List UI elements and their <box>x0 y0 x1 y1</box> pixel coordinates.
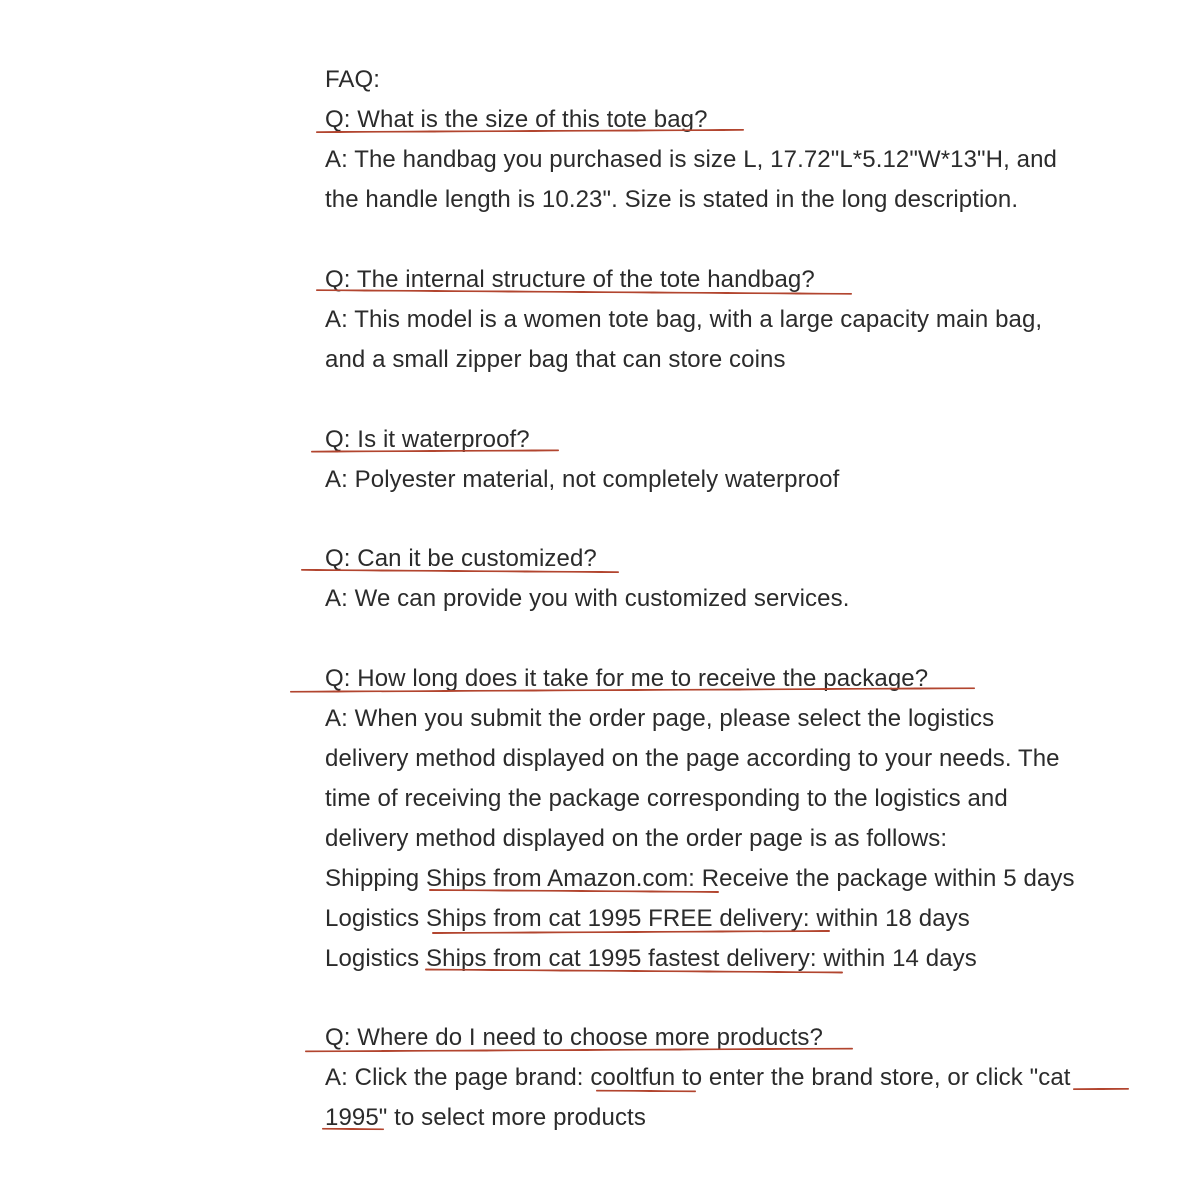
faq-answer-5-line-6: Logistics Ships from cat 1995 FREE delivery: within 18 days <box>325 905 970 932</box>
faq-question-4: Q: Can it be customized? <box>325 545 597 572</box>
faq-answer-5-line-3: time of receiving the package corresponding to the logistics and <box>325 785 1008 812</box>
faq-question-1: Q: What is the size of this tote bag? <box>325 106 708 133</box>
faq-question-2: Q: The internal structure of the tote handbag? <box>325 266 815 293</box>
faq-answer-4-line-1: A: We can provide you with customized services. <box>325 585 850 612</box>
faq-answer-2-line-1: A: This model is a women tote bag, with a large capacity main bag, <box>325 306 1043 333</box>
faq-answer-6-line-2: 1995" to select more products <box>325 1104 646 1131</box>
faq-answer-5-line-4: delivery method displayed on the order page is as follows: <box>325 825 948 852</box>
faq-question-6: Q: Where do I need to choose more products? <box>325 1024 823 1051</box>
store-name-underline-part-1 <box>1073 1088 1129 1090</box>
faq-answer-1-line-2: the handle length is 10.23". Size is stated in the long description. <box>325 186 1019 213</box>
faq-heading: FAQ: <box>325 66 381 93</box>
faq-question-5: Q: How long does it take for me to receive the package? <box>325 665 929 692</box>
faq-answer-1-line-1: A: The handbag you purchased is size L, 17.72"L*5.12"W*13"H, and <box>325 146 1057 173</box>
faq-answer-5-line-5: Shipping Ships from Amazon.com: Receive the package within 5 days <box>325 865 1075 892</box>
faq-answer-3-line-1: A: Polyester material, not completely waterproof <box>325 466 840 493</box>
faq-answer-5-line-2: delivery method displayed on the page according to your needs. The <box>325 745 1060 772</box>
store-name-underline-part-2 <box>322 1128 384 1130</box>
faq-answer-6-line-1: A: Click the page brand: cooltfun to enter the brand store, or click "cat <box>325 1064 1071 1091</box>
faq-answer-2-line-2: and a small zipper bag that can store coins <box>325 346 786 373</box>
faq-answer-5-line-7: Logistics Ships from cat 1995 fastest delivery: within 14 days <box>325 945 977 972</box>
faq-answer-5-line-1: A: When you submit the order page, please select the logistics <box>325 705 995 732</box>
faq-question-3: Q: Is it waterproof? <box>325 426 530 453</box>
